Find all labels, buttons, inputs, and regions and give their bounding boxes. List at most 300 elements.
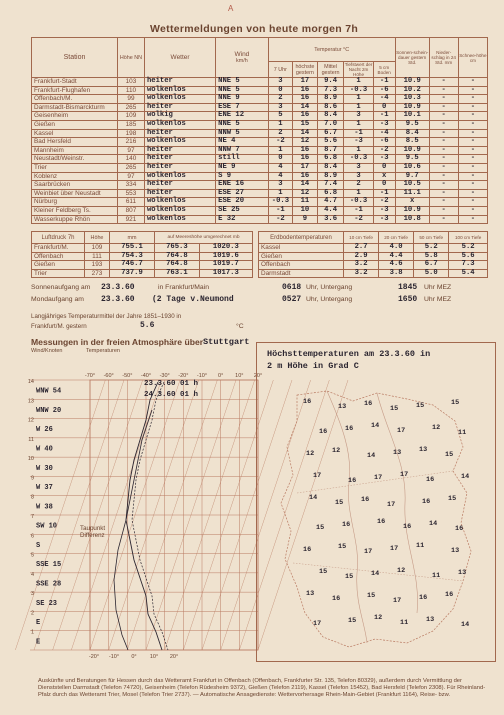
cell-wind: NNW 5 [216, 129, 269, 138]
map-temp-value: 16 [342, 521, 351, 529]
station-row [32, 112, 488, 121]
soil-col-20: 20 cm Tiefe [379, 232, 414, 244]
cell-wind: ESE 7 [216, 103, 269, 112]
time-unit-2: Uhr MEZ [424, 296, 452, 303]
cell-station: Weinbiet über Neustadt [32, 189, 118, 198]
cell-tmean: 7.4 [317, 181, 344, 190]
aero-wind-label: W 30 [36, 464, 53, 473]
map-temp-value: 15 [319, 568, 328, 576]
cell-h: 140 [117, 155, 144, 164]
map-temp-value: 17 [387, 501, 396, 509]
cell-station: Wasserkuppe Rhön [32, 215, 118, 224]
map-temp-value: 15 [448, 495, 457, 503]
cell-tmin: -0.3 [344, 198, 373, 207]
col-tmin-2m: Tiefstwert der Nacht 2m Höhe [344, 62, 373, 77]
cell-wx: heiter [144, 146, 215, 155]
map-temp-value: 16 [419, 594, 428, 602]
station-row [32, 129, 488, 138]
cell-h: 611 [117, 198, 144, 207]
cell-h: 97 [117, 172, 144, 181]
cell-sn: - [458, 181, 487, 190]
cell-tmean: 3.6 [317, 215, 344, 224]
cell-sun: 10.5 [395, 181, 429, 190]
cell-tmin: -1 [344, 129, 373, 138]
col-height: Höhe NN [117, 38, 144, 78]
cell-tmax: 15 [293, 120, 318, 129]
cell-wx: heiter [144, 78, 215, 87]
aero-axis-bottom-tick: 10° [149, 654, 159, 660]
pressure-row [32, 261, 253, 270]
cell-tmax: 12 [293, 138, 318, 147]
station-row [32, 163, 488, 172]
aero-axis-top-tick: -70° [84, 373, 96, 379]
aero-height-label: 8 [30, 494, 34, 501]
cell-wind: S 9 [216, 172, 269, 181]
station-row [32, 95, 488, 104]
col-temp-group: Temperatur °C [268, 38, 395, 62]
cell-h: 553 [117, 189, 144, 198]
cell-t5: -3 [373, 120, 395, 129]
soil-cell-d50: 5.8 [414, 252, 449, 261]
cell-sn: - [458, 129, 487, 138]
pressure-cell-h: 273 [85, 269, 110, 278]
map-title-2: 2 m Höhe in Grad C [267, 361, 359, 371]
soil-cell-d10: 2.7 [344, 244, 379, 253]
station-row [32, 120, 488, 129]
cell-h: 110 [117, 86, 144, 95]
cell-t5: -3 [373, 155, 395, 164]
map-temp-value: 17 [313, 472, 322, 480]
cell-tmean: 8.9 [317, 172, 344, 181]
cell-t5: x [373, 172, 395, 181]
aero-wind-label: S [36, 541, 41, 550]
cell-sn: - [458, 215, 487, 224]
map-temp-value: 15 [338, 543, 347, 551]
aero-axis-bottom-tick: 0° [131, 654, 137, 660]
cell-t5: -1 [373, 112, 395, 121]
map-temp-value: 16 [332, 595, 341, 603]
cell-h: 265 [117, 103, 144, 112]
map-temp-value: 17 [400, 471, 409, 479]
cell-tmean: 8.4 [317, 112, 344, 121]
cell-sun: 10.3 [395, 95, 429, 104]
map-temp-value: 12 [374, 614, 383, 622]
station-table [31, 37, 488, 224]
pressure-cell-mmsl: 765.3 [155, 244, 200, 253]
cell-tmin: 3 [344, 163, 373, 172]
cell-station: Gießen [32, 120, 118, 129]
pressure-table [31, 231, 253, 278]
cell-t7: -0.3 [268, 198, 293, 207]
cell-wx: wolkenlos [144, 198, 215, 207]
moonrise-date: 23.3.60 [101, 295, 135, 304]
aero-axis-bottom-tick: -20° [88, 654, 100, 660]
pressure-col-height: Höhe [85, 232, 110, 244]
moon-note: (2 Tage v.Neumond [152, 295, 234, 304]
cell-t5: -4 [373, 95, 395, 104]
cell-sun: 9.7 [395, 172, 429, 181]
aero-height-label: 9 [30, 475, 34, 482]
map-temp-value: 17 [390, 545, 399, 553]
cell-tmin: 1 [344, 95, 373, 104]
cell-tmin: -0.3 [344, 86, 373, 95]
soil-col-50: 50 cm Tiefe [414, 232, 449, 244]
map-temp-value: 15 [316, 524, 325, 532]
aero-height-label: 3 [30, 591, 34, 598]
map-title-1: Höchsttemperaturen am 23.3.60 in [267, 349, 431, 359]
map-temp-value: 14 [367, 452, 376, 460]
cell-station: Frankfurt-Stadt [32, 78, 118, 87]
map-temp-value: 17 [374, 474, 383, 482]
cell-tmax: 9 [293, 215, 318, 224]
aero-height-label: 10 [27, 456, 34, 463]
aero-height-label: 4 [30, 571, 34, 578]
station-row [32, 138, 488, 147]
aero-axis-top-tick: -30° [159, 373, 170, 379]
pressure-cell-h: 109 [85, 244, 110, 253]
corner-mark: A [228, 4, 234, 13]
soil-cell-d100: 5.6 [449, 252, 488, 261]
cell-station: Neustadt/Weinstr. [32, 155, 118, 164]
aero-wind-label: W 26 [36, 426, 53, 435]
cell-pr: - [429, 163, 458, 172]
pressure-cell-mm: 737.9 [110, 269, 155, 278]
aero-wind-label: E [36, 638, 41, 647]
cell-pr: - [429, 155, 458, 164]
cell-tmin: -2 [344, 215, 373, 224]
cell-t5: -1 [373, 78, 395, 87]
cell-sun: 10.8 [395, 215, 429, 224]
soil-cell-d20: 4.6 [379, 261, 414, 270]
cell-pr: - [429, 95, 458, 104]
pressure-cell-h: 111 [85, 252, 110, 261]
cell-station: Geisenheim [32, 112, 118, 121]
soil-cell-d10: 3.2 [344, 261, 379, 270]
aero-date-2: 24.3.60 01 h [144, 391, 199, 399]
cell-sun: 11.1 [395, 189, 429, 198]
map-river-2 [377, 393, 418, 613]
cell-tmean: 5.6 [317, 138, 344, 147]
cell-tmin: -3 [344, 138, 373, 147]
cell-sun: 8.5 [395, 138, 429, 147]
pressure-cell-mm: 754.3 [110, 252, 155, 261]
pressure-cell-mb: 1020.3 [199, 244, 252, 253]
cell-wind: ENE 12 [216, 112, 269, 121]
cell-sn: - [458, 163, 487, 172]
cell-sn: - [458, 86, 487, 95]
soil-cell-d10: 2.9 [344, 252, 379, 261]
cell-t7: 1 [268, 120, 293, 129]
cell-wind: NNE 5 [216, 78, 269, 87]
cell-t5: 0 [373, 103, 395, 112]
cell-tmean: 8.6 [317, 103, 344, 112]
aero-height-label: 2 [30, 610, 34, 617]
cell-sn: - [458, 198, 487, 207]
cell-tmin: 1 [344, 120, 373, 129]
cell-t7: 3 [268, 103, 293, 112]
moonset-time: 1650 [398, 295, 418, 304]
cell-wx: wolkenlos [144, 138, 215, 147]
cell-wx: wolkenlos [144, 172, 215, 181]
cell-h: 265 [117, 163, 144, 172]
cell-t5: -3 [373, 215, 395, 224]
cell-t7: 0 [268, 155, 293, 164]
cell-wind: E 32 [216, 215, 269, 224]
map-temp-value: 16 [445, 591, 454, 599]
map-temp-value: 15 [345, 573, 354, 581]
cell-station: Mannheim [32, 146, 118, 155]
map-temp-value: 16 [403, 523, 412, 531]
aero-axis-top-tick: -40° [140, 373, 152, 379]
soil-cell-d100: 5.4 [449, 269, 488, 278]
cell-tmean: 4.7 [317, 198, 344, 207]
cell-tmin: 3 [344, 112, 373, 121]
aero-axis-top-tick: -60° [103, 373, 114, 379]
soil-row [259, 269, 488, 278]
map-temp-value: 12 [332, 447, 341, 455]
cell-sun: 9.5 [395, 155, 429, 164]
cell-t7: 3 [268, 181, 293, 190]
pressure-cell-mmsl: 764.8 [155, 261, 200, 270]
cell-wx: wolkenlos [144, 215, 215, 224]
soil-cell-d50: 6.7 [414, 261, 449, 270]
cell-t7: 2 [268, 95, 293, 104]
pressure-col-station: Luftdruck 7h [32, 232, 85, 244]
aero-wind-label: WNW 54 [36, 387, 62, 396]
map-temp-value: 13 [426, 616, 435, 624]
cell-pr: - [429, 129, 458, 138]
cell-sun: x [395, 198, 429, 207]
cell-sn: - [458, 138, 487, 147]
cell-tmin: 3 [344, 172, 373, 181]
longterm-value: 5.6 [140, 321, 155, 330]
cell-t7: -2 [268, 215, 293, 224]
cell-h: 334 [117, 181, 144, 190]
cell-sn: - [458, 189, 487, 198]
aerology-sub-wind: Wind/Knoten [31, 348, 63, 354]
pressure-row [32, 269, 253, 278]
col-tmean: Mittel gestern [317, 62, 344, 78]
map-temp-value: 11 [400, 619, 409, 627]
cell-wind: NNE 5 [216, 120, 269, 129]
col-tmax: höchste gestern [293, 62, 318, 78]
aero-height-label: 5 [30, 552, 34, 559]
col-precip: Nieder-schlag in 24 Std. mm [429, 38, 458, 78]
cell-t7: 2 [268, 129, 293, 138]
pressure-cell-mb: 1017.3 [199, 269, 252, 278]
aero-wind-label: SE 23 [36, 599, 58, 608]
aero-axis-top-tick: 20° [253, 373, 263, 379]
pressure-cell-station: Gießen [32, 261, 85, 270]
cell-pr: - [429, 206, 458, 215]
cell-pr: - [429, 189, 458, 198]
map-temp-value: 16 [303, 546, 312, 554]
cell-wind: NNE 9 [216, 95, 269, 104]
aero-height-label: 12 [27, 417, 34, 424]
map-temp-value: 15 [416, 402, 425, 410]
cell-h: 103 [117, 78, 144, 87]
pressure-cell-mmsl: 764.8 [155, 252, 200, 261]
aero-wind-label: W 37 [36, 484, 53, 493]
aero-height-label: 1 [30, 629, 34, 636]
moonrise-time: 0527 [282, 295, 302, 304]
aero-height-label: 14 [27, 379, 34, 385]
cell-tmean: 9.4 [317, 78, 344, 87]
col-tmin-5cm: 5 cm Boden [373, 62, 395, 78]
soil-cell-station: Darmstadt [259, 269, 344, 278]
cell-tmax: 16 [293, 155, 318, 164]
map-temp-value: 15 [367, 592, 376, 600]
map-temp-value: 12 [432, 424, 441, 432]
temperature-map-box [253, 342, 496, 662]
cell-tmax: 14 [293, 103, 318, 112]
map-temp-value: 17 [393, 597, 402, 605]
cell-t7: 0 [268, 86, 293, 95]
cell-wx: wolkig [144, 112, 215, 121]
map-temp-value: 14 [461, 473, 470, 481]
map-temp-value: 13 [338, 403, 347, 411]
soil-cell-d20: 3.8 [379, 269, 414, 278]
cell-t7: 5 [268, 112, 293, 121]
cell-tmax: 17 [293, 163, 318, 172]
cell-wind: NE 9 [216, 163, 269, 172]
aero-wind-label: WNW 20 [36, 406, 62, 415]
cell-t7: -2 [268, 138, 293, 147]
map-temp-value: 17 [397, 427, 406, 435]
map-temp-value: 16 [426, 476, 435, 484]
pressure-col-mb: auf Meereshöhe umgerechnet mb [155, 232, 253, 244]
longterm-label-2: Frankfurt/M. gestern [31, 323, 87, 330]
pressure-cell-mb: 1019.7 [199, 261, 252, 270]
station-row [32, 78, 488, 87]
cell-pr: - [429, 198, 458, 207]
cell-wx: heiter [144, 103, 215, 112]
map-temp-value: 14 [371, 570, 380, 578]
aero-height-label: 13 [27, 398, 34, 405]
cell-pr: - [429, 146, 458, 155]
map-temp-value: 17 [313, 620, 322, 628]
cell-station: Bad Hersfeld [32, 138, 118, 147]
pressure-col-mm: mm [110, 232, 155, 244]
cell-pr: - [429, 181, 458, 190]
pressure-cell-station: Frankfurt/M. [32, 244, 85, 253]
cell-wx: heiter [144, 155, 215, 164]
footer-text: Auskünfte und Beratungen für Hessen durch das Wetteramt Frankfurt in Offenbach (Offenbach, Frankfurter Str. 135, Telefon 80329), außerdem durch Vermittlung der Dienststellen Darmstadt (Telefon 74720), Geisenheim (Telefon Rüdesheim 9372), Gießen (Telefon 2119), Kassel (Telefon 15452), Bad Hersfeld (Telefon 2308). Für Rheinland-Pfalz durch das Wetteramt Trier, Mosel (Telefon Trier 2737). — Automatische Ansagedienste: Wettervorhersage Rhein-Main-Gebiet (Frankfurt 1164), Reise- bzw. [38, 678, 486, 698]
pressure-cell-mmsl: 763.1 [155, 269, 200, 278]
cell-h: 99 [117, 95, 144, 104]
cell-tmax: 14 [293, 181, 318, 190]
aero-height-label: 11 [28, 436, 34, 443]
map-temp-value: 13 [451, 547, 460, 555]
cell-wx: wolkenlos [144, 95, 215, 104]
cell-wx: heiter [144, 189, 215, 198]
map-temp-value: 16 [364, 400, 373, 408]
cell-wind: ESE 27 [216, 189, 269, 198]
cell-pr: - [429, 120, 458, 129]
aero-wind-label: SSE 28 [36, 580, 62, 589]
cell-sun: 10.6 [395, 163, 429, 172]
soil-cell-station: Kassel [259, 244, 344, 253]
cell-t7: 1 [268, 146, 293, 155]
map-temp-value: 13 [458, 569, 467, 577]
moonset-label: Uhr, Untergang [306, 296, 353, 303]
cell-wx: heiter [144, 181, 215, 190]
map-temp-value: 16 [303, 398, 312, 406]
cell-t5: -2 [373, 146, 395, 155]
soil-cell-d20: 4.0 [379, 244, 414, 253]
cell-station: Trier [32, 163, 118, 172]
station-row [32, 206, 488, 215]
pressure-cell-station: Offenbach [32, 252, 85, 261]
cell-pr: - [429, 215, 458, 224]
aerology-place: Stuttgart [203, 337, 250, 347]
cell-h: 921 [117, 215, 144, 224]
cell-station: Saarbrücken [32, 181, 118, 190]
col-t7: 7 Uhr [268, 62, 293, 78]
cell-sn: - [458, 120, 487, 129]
map-temp-value: 11 [432, 572, 441, 580]
cell-t7: 3 [268, 78, 293, 87]
map-temp-value: 14 [461, 621, 470, 629]
aerology-chart [27, 370, 263, 660]
station-row [32, 146, 488, 155]
aero-wind-label: SSE 15 [36, 561, 62, 570]
cell-tmax: 14 [293, 129, 318, 138]
temperature-curve-2 [132, 382, 168, 650]
cell-wind: NNE 5 [216, 86, 269, 95]
cell-tmax: 16 [293, 146, 318, 155]
aero-height-label: 7 [30, 514, 34, 520]
cell-pr: - [429, 138, 458, 147]
aero-axis-bottom-tick: 20° [169, 654, 179, 660]
map-temp-value: 15 [348, 617, 357, 625]
cell-sn: - [458, 146, 487, 155]
sunrise-date: 23.3.60 [101, 283, 135, 292]
map-temp-value: 11 [458, 429, 467, 437]
cell-station: Frankfurt-Flughafen [32, 86, 118, 95]
station-row [32, 181, 488, 190]
page-title: Wettermeldungen von heute morgen 7h [150, 23, 359, 35]
col-snow: Schnee-höhe cm [458, 38, 487, 78]
moonrise-label: Mondaufgang am [31, 296, 84, 303]
cell-tmin: 1 [344, 146, 373, 155]
cell-h: 185 [117, 120, 144, 129]
longterm-label-1: Langjähriges Temperaturmittel der Jahre 1851–1930 in [31, 313, 182, 320]
cell-t5: -4 [373, 129, 395, 138]
map-temp-value: 12 [306, 450, 315, 458]
cell-tmax: 16 [293, 172, 318, 181]
cell-sn: - [458, 172, 487, 181]
map-temp-value: 14 [371, 422, 380, 430]
cell-tmin: 1 [344, 78, 373, 87]
cell-h: 216 [117, 138, 144, 147]
cell-pr: - [429, 112, 458, 121]
map-temp-value: 13 [306, 590, 315, 598]
map-temp-value: 11 [416, 542, 425, 550]
cell-sn: - [458, 78, 487, 87]
aero-date-1: 23.3.60 01 h [144, 380, 199, 388]
cell-tmin: -1 [344, 206, 373, 215]
cell-wx: heiter [144, 129, 215, 138]
map-temp-value: 16 [361, 496, 370, 504]
cell-h: 807 [117, 206, 144, 215]
map-temp-value: 16 [377, 518, 386, 526]
soil-col-10: 10 cm Tiefe [344, 232, 379, 244]
aerology-sub-temp: Temperaturen [86, 348, 120, 354]
cell-sn: - [458, 95, 487, 104]
pressure-cell-station: Trier [32, 269, 85, 278]
cell-tmax: 16 [293, 86, 318, 95]
